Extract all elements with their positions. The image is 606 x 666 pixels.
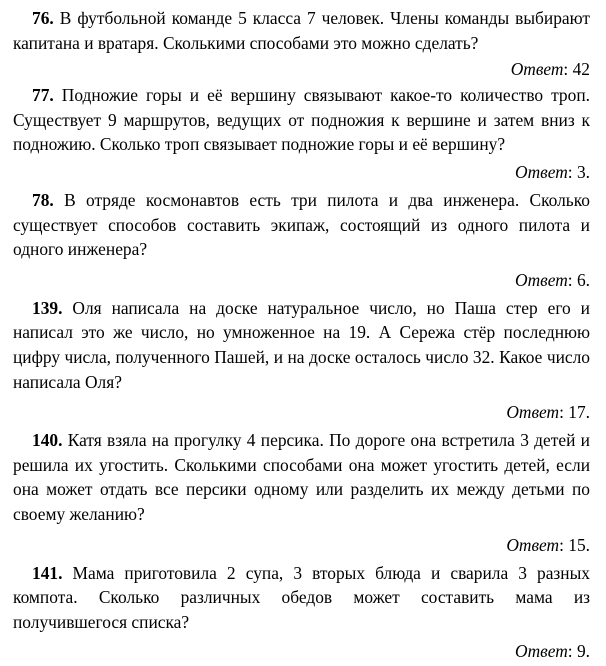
answer-line	[13, 268, 590, 292]
problem-number: 141.	[32, 562, 63, 583]
answer-value: : 42	[563, 59, 590, 80]
answer-line	[13, 639, 590, 663]
problem-number: 139.	[32, 297, 63, 318]
problem-number: 78.	[32, 189, 54, 210]
problem-text	[13, 6, 590, 55]
problem-text	[13, 83, 590, 157]
problem-140	[13, 428, 590, 556]
problem-text	[13, 188, 590, 262]
problem-text	[13, 561, 590, 635]
answer-label: Ответ	[515, 161, 568, 182]
answer-line	[13, 160, 590, 184]
problem-text	[13, 428, 590, 526]
problem-statement: Подножие горы и её вершину связывают какое-то количество троп. Существует 9 маршрутов, ведущих от подножия к вершине и затем вниз к подножию. Сколько троп связывает подножие горы и её вершину?	[13, 85, 590, 155]
answer-value: : 6.	[567, 269, 590, 290]
problem-number: 140.	[32, 430, 63, 451]
problem-statement: Мама приготовила 2 супа, 3 вторых блюда и сварила 3 разных компота. Сколько различных обедов может составить мама из получившегося списка?	[13, 562, 590, 632]
answer-label: Ответ	[506, 402, 560, 423]
problem-number: 76.	[32, 8, 54, 28]
answer-line	[13, 57, 590, 81]
answer-line	[13, 533, 590, 557]
problem-78	[13, 188, 590, 292]
answer-label: Ответ	[515, 269, 568, 290]
problem-statement: Оля написала на доске натуральное число, но Паша стер его и написал это же число, но умноженное на 19. А Сережа стёр последнюю цифру числа, полученного Пашей, и на доске осталось число 32. Какое число написала Оля?	[13, 297, 590, 392]
problem-76	[13, 0, 590, 81]
answer-value: : 3.	[567, 161, 590, 182]
answer-value: : 9.	[567, 641, 590, 662]
problem-number: 77.	[32, 85, 54, 106]
problem-139	[13, 296, 590, 424]
problem-77	[13, 83, 590, 184]
problem-text	[13, 296, 590, 394]
answer-label: Ответ	[506, 534, 560, 555]
problem-statement: В отряде космонавтов есть три пилота и два инженера. Сколько существует способов составить экипаж, состоящий из одного пилота и одного инженера?	[13, 189, 590, 260]
answer-label: Ответ	[515, 641, 568, 662]
problem-141	[13, 561, 590, 664]
answer-label: Ответ	[510, 59, 564, 80]
problem-statement: Катя взяла на прогулку 4 персика. По дороге она встретила 3 детей и решила их угостить. Сколькими способами она может угостить детей, если она может отдать все персики одному или разделить их между детьми по своему желанию?	[13, 430, 590, 524]
answer-line	[13, 400, 590, 424]
answer-value: : 15.	[559, 534, 590, 555]
answer-value: : 17.	[559, 402, 590, 423]
problem-statement: В футбольной команде 5 класса 7 человек. Члены команды выбирают капитана и вратаря. Сколькими способами это можно сделать?	[13, 8, 590, 53]
